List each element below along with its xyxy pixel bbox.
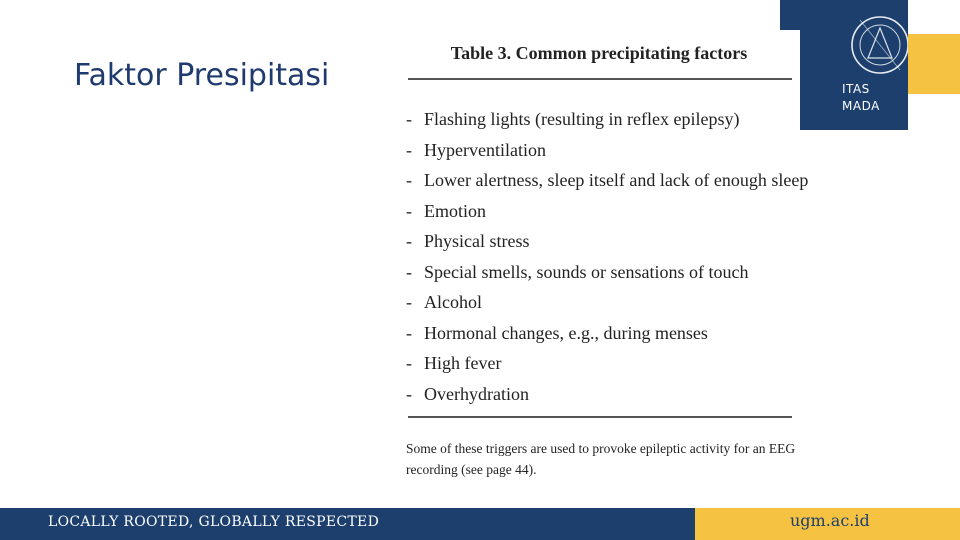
slide-title: Faktor Presipitasi [74, 58, 330, 93]
dash: - [406, 139, 412, 160]
list-item [406, 318, 808, 349]
logo-line-1: ITAS [842, 82, 870, 96]
logo-line-2: MADA [842, 99, 880, 113]
accent-bar [908, 34, 960, 94]
list-item [406, 226, 808, 257]
dash: - [406, 261, 412, 282]
item-text: Hyperventilation [424, 139, 546, 160]
list-item [406, 287, 808, 318]
footer-slogan: LOCALLY ROOTED, GLOBALLY RESPECTED [48, 514, 380, 530]
item-text: Overhydration [424, 383, 529, 404]
factor-list [406, 104, 808, 409]
item-text: Flashing lights (resulting in reflex epilepsy) [424, 109, 740, 129]
list-item [406, 379, 808, 410]
item-text: Hormonal changes, e.g., during menses [424, 322, 708, 343]
dash: - [406, 353, 412, 373]
item-text: Alcohol [424, 292, 482, 312]
table-title: Table 3. Common precipitating factors [450, 43, 748, 63]
item-text: Special smells, sounds or sensations of touch [424, 261, 749, 282]
dash: - [406, 292, 412, 312]
item-text: Physical stress [424, 231, 530, 251]
table-footnote: Some of these triggers are used to provoke epileptic activity for an EEG recording (see page 44). [406, 441, 796, 477]
bottom-rule [408, 416, 792, 418]
dash: - [406, 231, 412, 251]
item-text: High fever [424, 353, 502, 373]
list-item [406, 165, 808, 196]
footer-url[interactable]: ugm.ac.id [790, 511, 870, 530]
list-item [406, 135, 808, 166]
item-text: Lower alertness, sleep itself and lack of enough sleep [424, 170, 809, 190]
list-item [406, 196, 808, 227]
dash: - [406, 383, 412, 404]
list-item [406, 257, 808, 288]
logo-text [842, 81, 880, 115]
dash: - [406, 170, 412, 190]
dash: - [406, 322, 412, 343]
top-rule [408, 78, 792, 80]
precipitating-factors-table [398, 30, 809, 492]
dash: - [406, 200, 412, 221]
item-text: Emotion [424, 200, 486, 221]
dash: - [406, 109, 412, 129]
list-item [406, 104, 808, 135]
list-item [406, 348, 808, 379]
